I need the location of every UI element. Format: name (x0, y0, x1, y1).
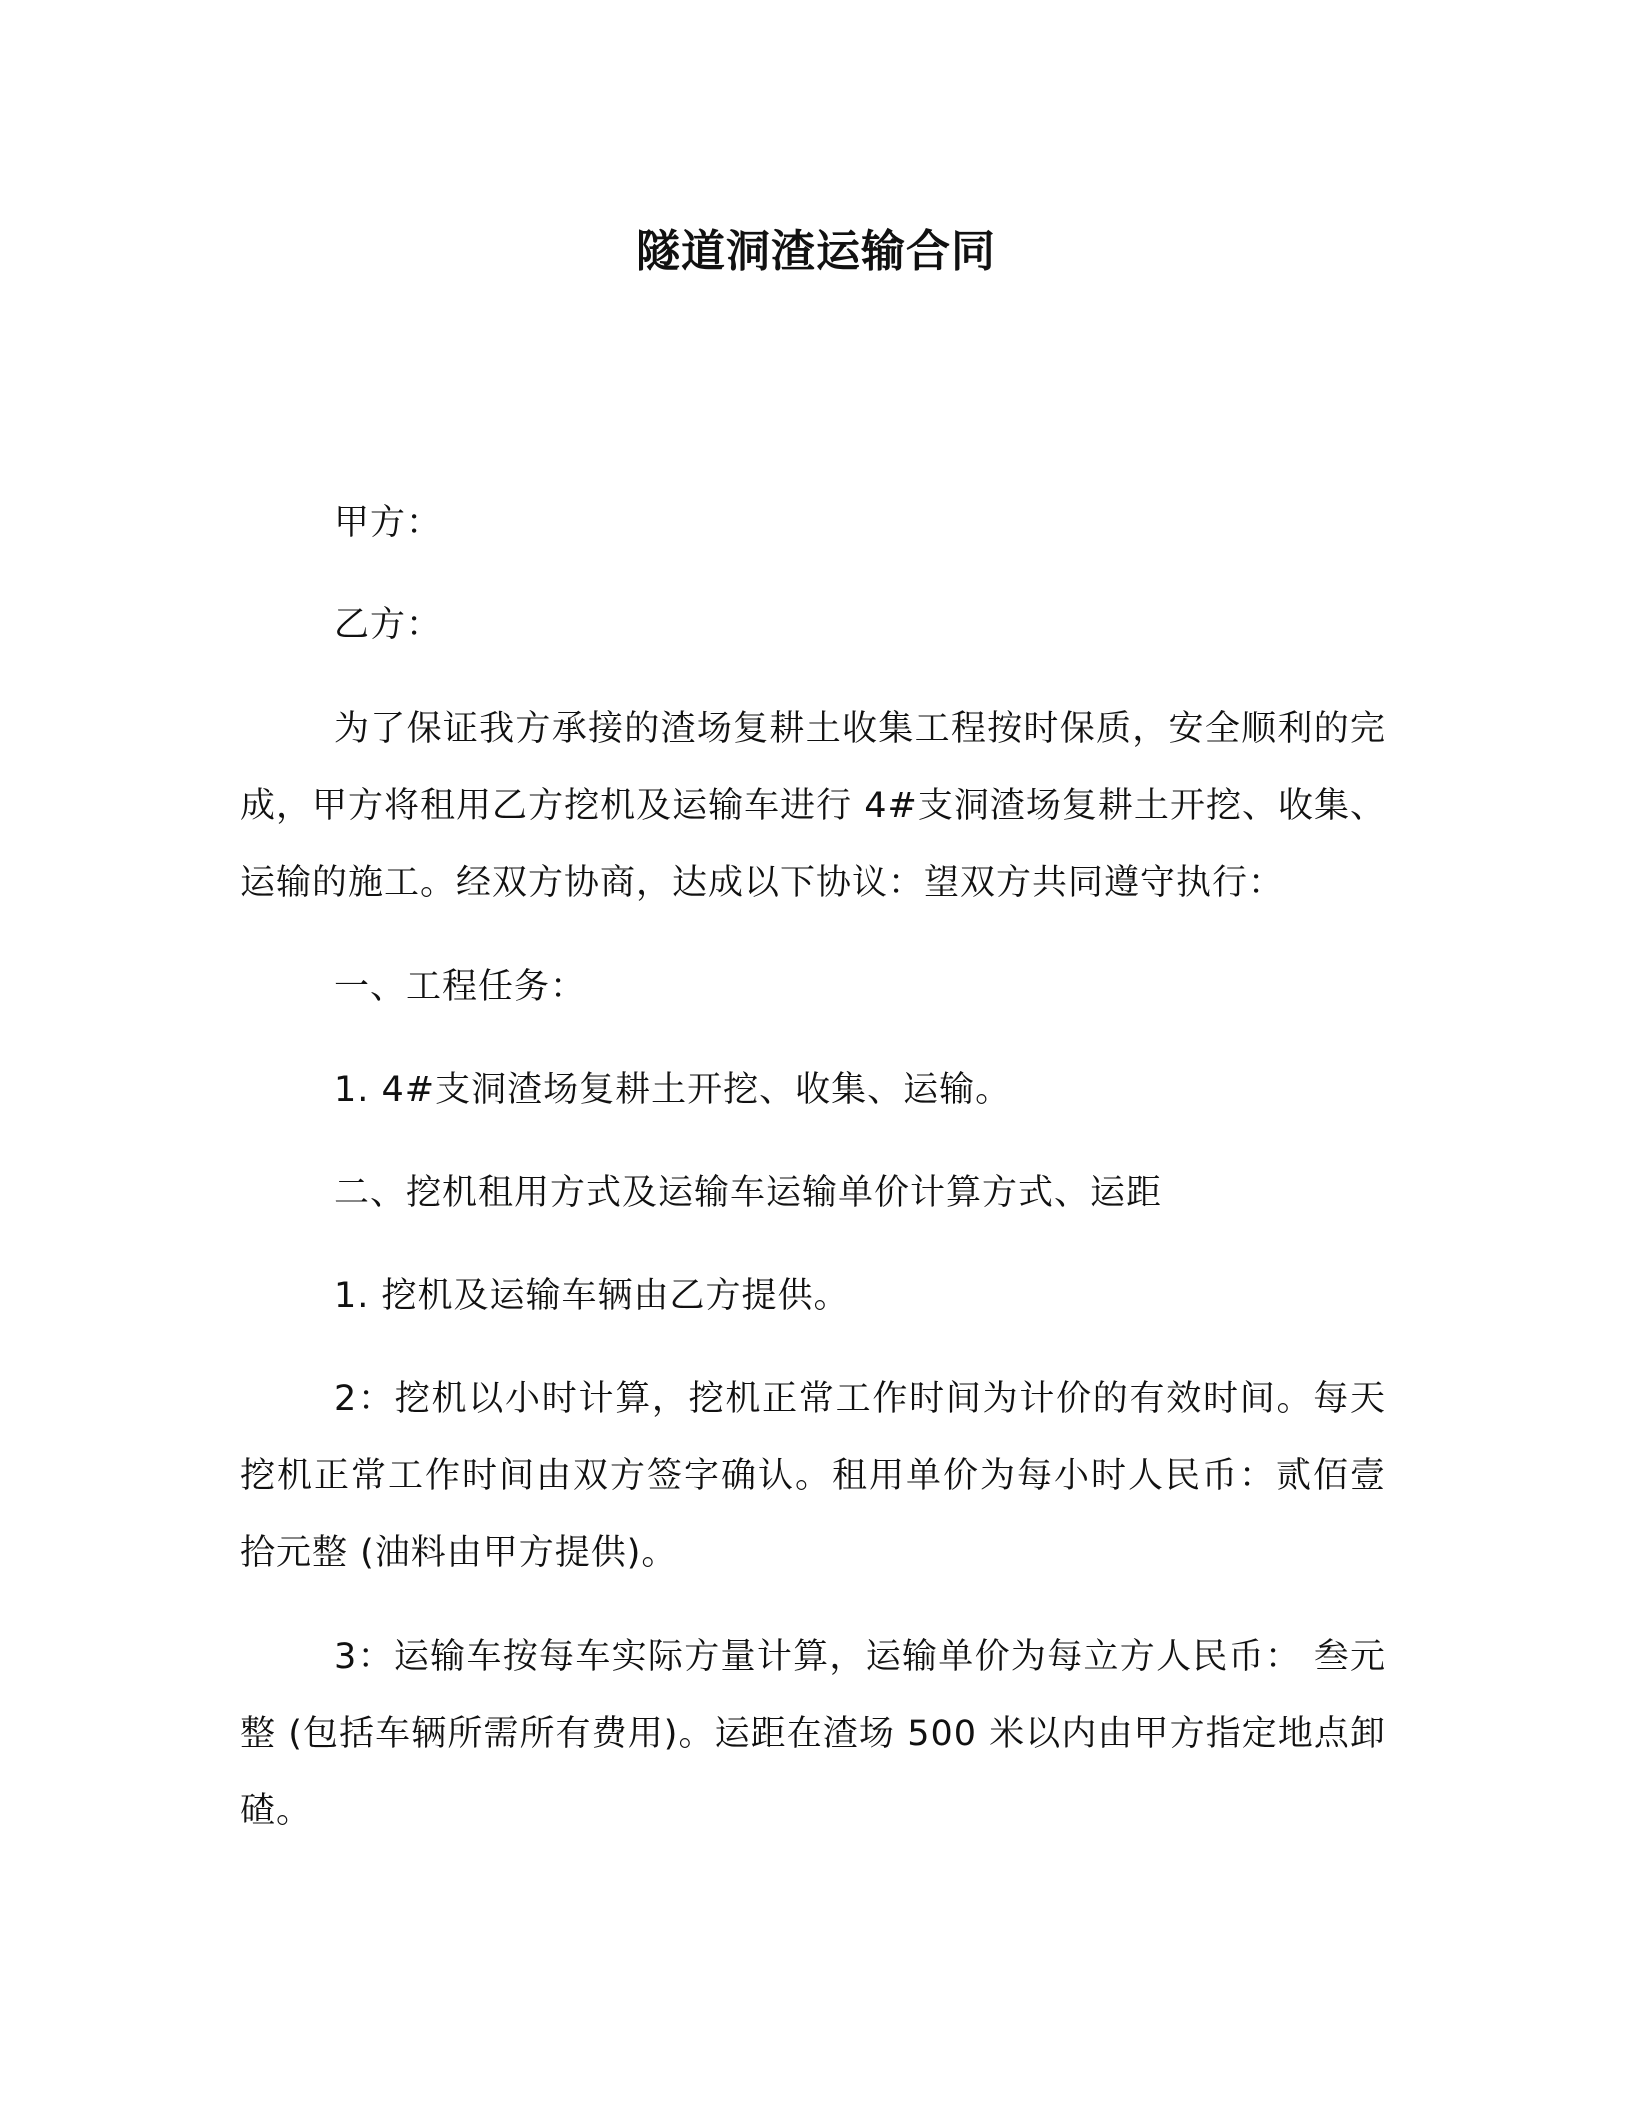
document-title: 隧道洞渣运输合同 (636, 226, 996, 277)
section-2-item-2: 2：挖机以小时计算，挖机正常工作时间为计价的有效时间。每天挖机正常工作时间由双方签字确认。租用单价为每小时人民币：贰佰壹拾元整 (油料由甲方提供)。 (240, 1379, 1386, 1573)
party-b-label: 乙方： (334, 605, 443, 645)
section-2-item-3: 3：运输车按每车实际方量计算，运输单价为每立方人民币： 叁元整 (包括车辆所需所有费用)。运距在渣场 500 米以内由甲方指定地点卸碴。 (240, 1637, 1386, 1831)
section-2-heading: 二、挖机租用方式及运输车运输单价计算方式、运距 (334, 1173, 1163, 1213)
party-a-label: 甲方： (334, 503, 443, 543)
intro-paragraph: 为了保证我方承接的渣场复耕土收集工程按时保质，安全顺利的完成，甲方将租用乙方挖机及运输车进行 4#支洞渣场复耕土开挖、收集、运输的施工。经双方协商，达成以下协议：望双方共同遵守执行： (240, 709, 1386, 903)
section-2-item-1: 1. 挖机及运输车辆由乙方提供。 (334, 1276, 850, 1316)
section-1-item-1: 1. 4#支洞渣场复耕土开挖、收集、运输。 (334, 1070, 1012, 1110)
section-1-heading: 一、工程任务： (334, 967, 587, 1007)
